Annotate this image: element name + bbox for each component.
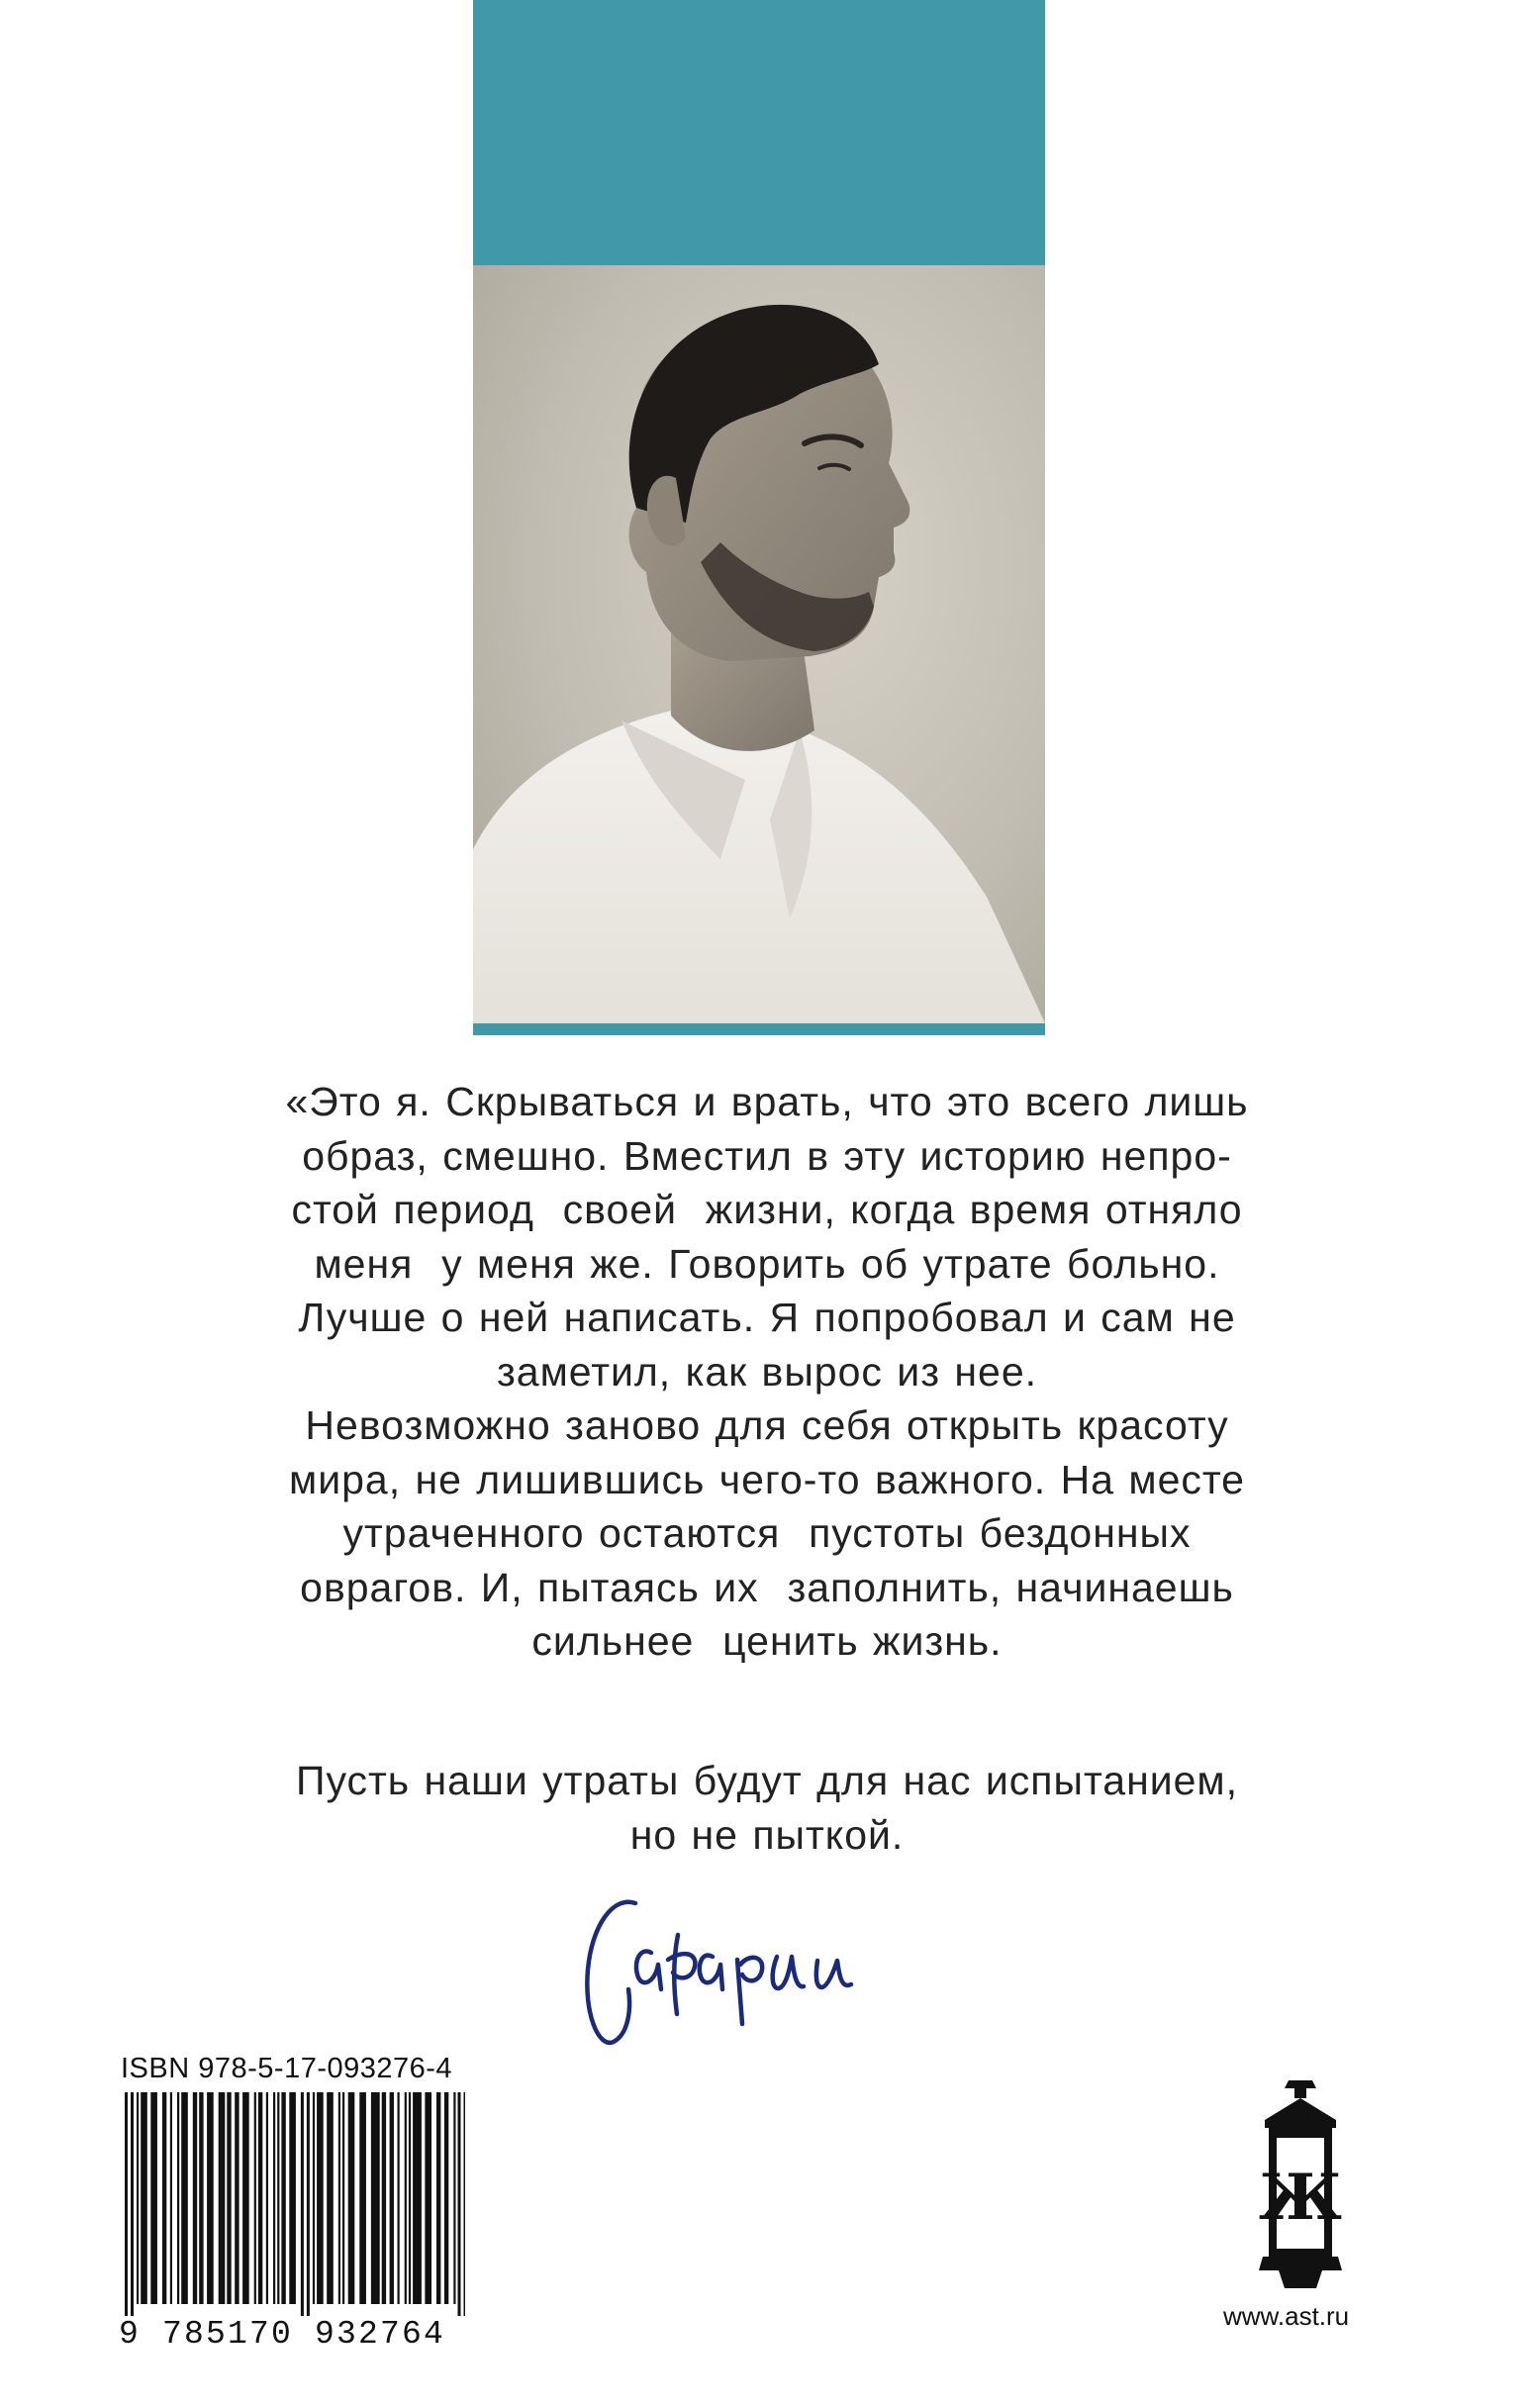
barcode-bar xyxy=(317,2092,324,2304)
barcode-bar xyxy=(277,2092,279,2304)
barcode-bar xyxy=(281,2092,285,2304)
barcode-bar xyxy=(219,2092,226,2304)
barcode-bar xyxy=(409,2092,411,2304)
barcode-bar xyxy=(162,2092,166,2304)
barcode-bar xyxy=(254,2092,256,2304)
barcode-bar xyxy=(342,2092,344,2304)
closing-line: Пусть наши утраты будут для нас испытанием, xyxy=(296,1758,1238,1803)
quote-line: Невозможно заново для себя открыть красоту xyxy=(305,1402,1229,1448)
quote-line: сильнее ценить жизнь. xyxy=(531,1618,1003,1664)
quote-line: утраченного остаются пустоты бездонных xyxy=(342,1510,1192,1556)
isbn-barcode xyxy=(119,2092,465,2322)
barcode-bar xyxy=(444,2092,448,2304)
barcode-bar xyxy=(177,2092,179,2304)
barcode-bar xyxy=(170,2092,172,2304)
barcode-bar xyxy=(141,2092,147,2304)
barcode-bar xyxy=(338,2092,340,2304)
barcode-bar xyxy=(348,2092,355,2304)
signature-text: Сафарли xyxy=(574,1866,579,1867)
isbn-label: ISBN 978-5-17-093276-4 xyxy=(121,2053,453,2084)
barcode-bar xyxy=(181,2092,188,2304)
publisher-lantern-logo xyxy=(1259,2080,1342,2288)
barcode-bar xyxy=(398,2092,400,2304)
author-quote xyxy=(148,1075,1386,1669)
barcode-bar xyxy=(289,2092,296,2304)
barcode-bar xyxy=(227,2092,231,2304)
barcode-bar xyxy=(137,2092,139,2304)
quote-line: образ, смешно. Вместил в эту историю непро- xyxy=(302,1132,1232,1179)
publisher-logo-letter: Ж xyxy=(1259,2161,1342,2235)
barcode-bar xyxy=(425,2092,431,2304)
quote-line: Лучше о ней написать. Я попробовал и сам не xyxy=(298,1295,1236,1340)
barcode-bar xyxy=(193,2092,197,2304)
barcode-bar xyxy=(390,2092,394,2304)
barcode-bar xyxy=(258,2092,262,2304)
barcode-bar xyxy=(125,2092,128,2322)
closing-line: но не пыткой. xyxy=(629,1811,905,1858)
author-portrait-illustration xyxy=(473,265,1045,1023)
quote-line: мира, не лишившись чего-то важного. На месте xyxy=(289,1456,1245,1502)
barcode-bar xyxy=(359,2092,366,2304)
barcode-bar xyxy=(405,2092,407,2304)
barcode-bar xyxy=(235,2092,239,2304)
quote-line: оврагов. И, пытаясь их заполнить, начинаешь xyxy=(300,1564,1234,1610)
barcode-bar xyxy=(242,2092,249,2304)
publisher-site-url: www.ast.ru xyxy=(1223,2301,1350,2331)
quote-line: стой период своей жизни, когда время отняло xyxy=(291,1187,1243,1232)
barcode-bar xyxy=(458,2092,461,2322)
barcode-bar xyxy=(436,2092,440,2304)
barcode-bar xyxy=(150,2092,157,2304)
barcode-bar xyxy=(327,2092,334,2304)
cover-teal-band xyxy=(473,0,1045,265)
barcode-bar xyxy=(273,2092,275,2304)
barcode-bar xyxy=(382,2092,386,2304)
author-portrait xyxy=(473,265,1045,1023)
barcode-bar xyxy=(131,2092,134,2322)
photo-bottom-rule xyxy=(473,1023,1045,1035)
barcode-bar xyxy=(266,2092,268,2304)
closing-quote xyxy=(148,1754,1386,1862)
quote-line: меня у меня же. Говорить об утрате больно. xyxy=(314,1240,1220,1287)
barcode-digits: 9 785170 932764 xyxy=(119,2316,465,2353)
barcode-bar xyxy=(307,2092,310,2322)
author-signature xyxy=(574,1866,901,2064)
barcode-bar xyxy=(207,2092,214,2304)
barcode-bar xyxy=(371,2092,380,2304)
barcode-bar xyxy=(464,2092,466,2322)
barcode-bar xyxy=(199,2092,203,2304)
quote-line: заметил, как вырос из нее. xyxy=(496,1348,1038,1395)
barcode-bar xyxy=(313,2092,315,2304)
barcode-bar xyxy=(413,2092,422,2304)
quote-line: «Это я. Скрываться и врать, что это всего лишь xyxy=(285,1079,1249,1124)
barcode-bar xyxy=(453,2092,455,2304)
barcode-bar xyxy=(301,2092,304,2322)
